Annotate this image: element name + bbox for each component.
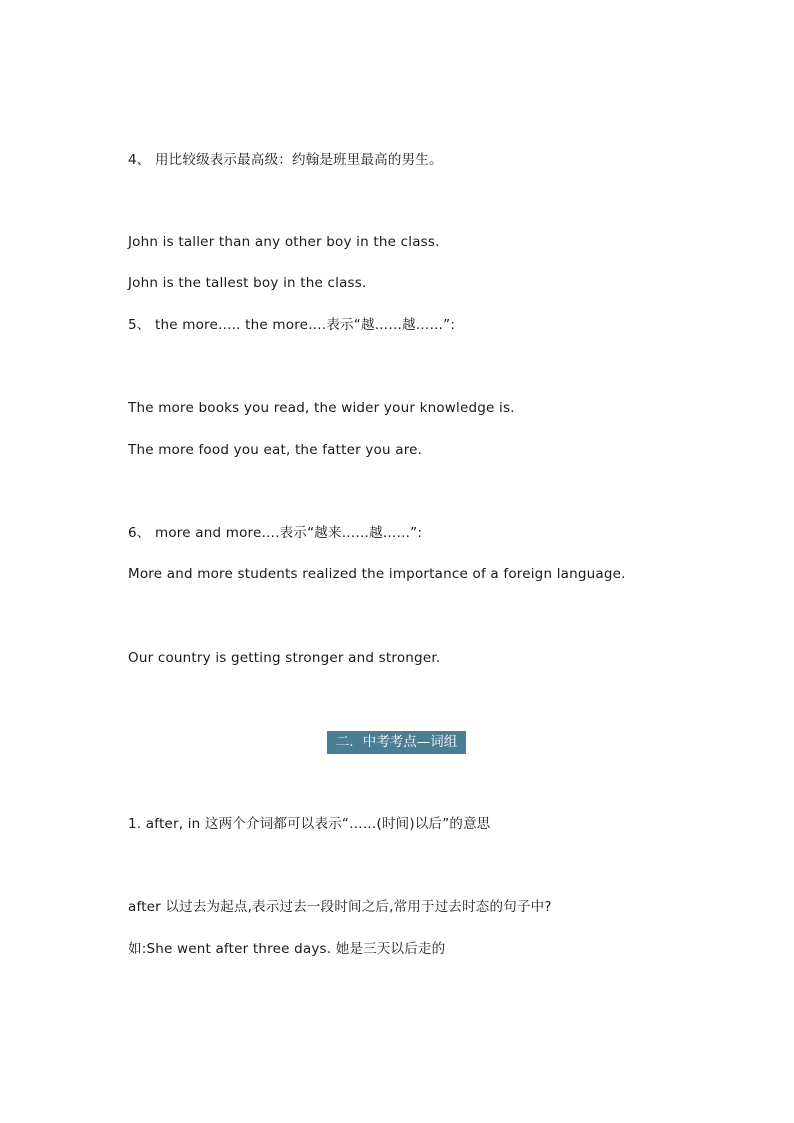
item5-example-1: The more books you read, the wider your knowledge is. <box>128 400 515 416</box>
item4-title: 4、 用比较级表示最高级：约翰是班里最高的男生。 <box>128 152 443 168</box>
item4-example-2: John is the tallest boy in the class. <box>128 275 367 291</box>
phrase1-after-description: after 以过去为起点,表示过去一段时间之后,常用于过去时态的句子中? <box>128 899 552 915</box>
item6-example-2: Our country is getting stronger and stronger. <box>128 650 441 666</box>
item6-example-1: More and more students realized the importance of a foreign language. <box>128 566 626 582</box>
phrase1-example: 如:She went after three days. 她是三天以后走的 <box>128 941 446 957</box>
phrase1-title: 1. after, in 这两个介词都可以表示“……(时间)以后”的意思 <box>128 816 491 832</box>
item4-example-1: John is taller than any other boy in the class. <box>128 234 440 250</box>
section-heading: 二．中考考点—词组 <box>327 731 466 754</box>
item6-title: 6、 more and more….表示“越来……越……”: <box>128 525 423 541</box>
item5-title: 5、 the more….. the more….表示“越……越……”: <box>128 317 456 333</box>
item5-example-2: The more food you eat, the fatter you are. <box>128 442 423 458</box>
